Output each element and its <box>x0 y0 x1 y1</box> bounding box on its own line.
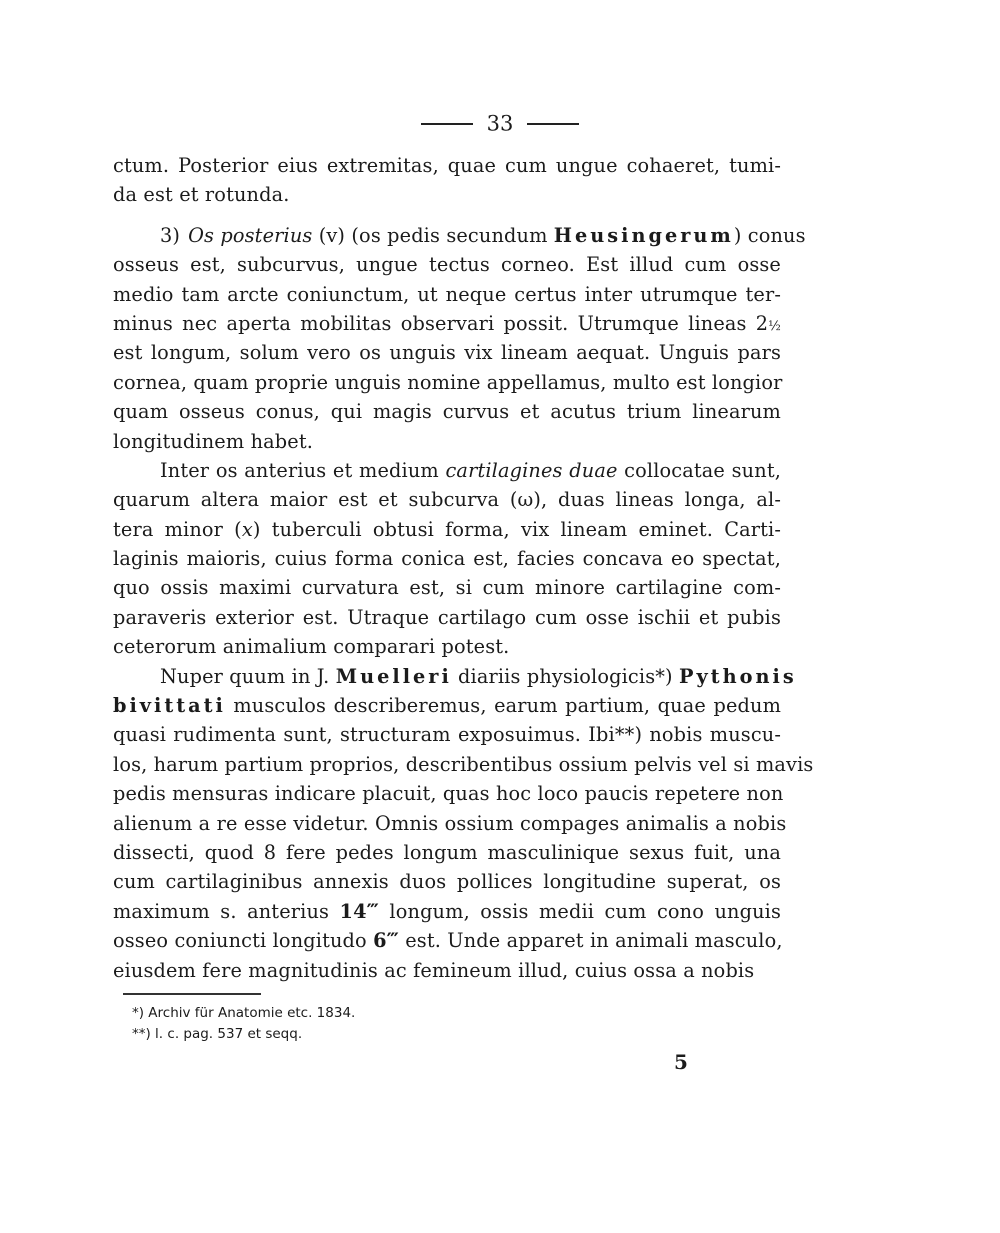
text-line: quarum altera maior est et subcurva (ω), duas lineas longa, al- <box>113 488 781 512</box>
text-run: minus nec aperta mobilitas observari possit. Utrumque lineas 2 <box>113 311 769 335</box>
bold-measure-run: 14‴ <box>339 899 379 923</box>
page-number: 33 <box>486 111 514 136</box>
fraction-run: ½ <box>768 318 781 334</box>
text-line <box>113 662 797 691</box>
text-line <box>113 691 781 720</box>
text-line: dissecti, quod 8 fere pedes longum masculinique sexus fuit, una <box>113 840 781 864</box>
signature-mark: 5 <box>674 1050 688 1074</box>
text-line: cum cartilaginibus annexis duos pollices longitudine superat, os <box>113 870 781 894</box>
text-line: da est et rotunda. <box>113 183 290 207</box>
italic-run: x <box>241 517 253 541</box>
text-run: diariis physiologicis*) <box>451 664 679 688</box>
text-line: est longum, solum vero os unguis vix lineam aequat. Unguis pars <box>113 341 781 365</box>
text-line <box>113 926 781 955</box>
text-line: alienum a re esse videtur. Omnis ossium compages animalis a nobis <box>113 811 787 835</box>
text-line: pedis mensuras indicare placuit, quas hoc loco paucis repetere non <box>113 782 784 806</box>
footnote: *) Archiv für Anatomie etc. 1834. <box>132 1005 356 1021</box>
page-header <box>0 108 1000 138</box>
header-rule-left <box>421 123 473 125</box>
header-rule-right <box>527 123 579 125</box>
text-line: laginis maioris, cuius forma conica est, facies concava eo spectat, <box>113 547 781 571</box>
text-run: Nuper quum in J. <box>160 664 336 688</box>
text-line: quam osseus conus, qui magis curvus et acutus trium linearum <box>113 400 781 424</box>
text-run: maximum s. anterius <box>113 899 340 923</box>
text-run: Inter os anterius et medium <box>160 458 446 482</box>
text-line: ctum. Posterior eius extremitas, quae cum ungue cohaeret, tumi- <box>113 154 781 177</box>
paragraph <box>113 151 781 210</box>
paragraph-number: 3) <box>160 223 181 247</box>
text-line <box>113 221 806 250</box>
footnotes <box>132 1003 355 1045</box>
text-run: longum, ossis medii cum cono unguis <box>378 899 782 923</box>
text-line <box>113 515 781 544</box>
italic-run: cartilagines duae <box>445 458 618 482</box>
text-line: osseus est, subcurvus, ungue tectus corneo. Est illud cum osse <box>113 253 781 277</box>
text-line <box>113 897 781 926</box>
spaced-name-run: Pythonis <box>678 664 797 688</box>
text-run: (v) (os pedis secundum <box>312 223 554 247</box>
text-run: musculos describeremus, earum partium, quae pedum <box>225 694 781 718</box>
text-line: quo ossis maximi curvatura est, si cum minore cartilagine com- <box>113 576 781 600</box>
text-line: cornea, quam proprie unguis nomine appellamus, multo est longior <box>113 370 783 394</box>
text-line: paraveris exterior est. Utraque cartilago cum osse ischii et pubis <box>113 605 781 629</box>
text-run: ) tuberculi obtusi forma, vix lineam eminet. Carti- <box>252 517 781 541</box>
footnote-separator <box>123 993 261 995</box>
text-run: est. Unde apparet in animali masculo, <box>398 929 783 953</box>
text-line: los, harum partium proprios, describentibus ossium pelvis vel si mavis <box>113 752 814 776</box>
spaced-name-run: Heusingerum <box>553 223 734 247</box>
paragraph <box>113 456 781 662</box>
text-line <box>113 456 781 485</box>
text-line: longitudinem habet. <box>113 429 314 453</box>
paragraph <box>113 662 814 985</box>
spaced-name-run: Muelleri <box>335 664 452 688</box>
paragraph-gap <box>113 210 781 221</box>
italic-run: Os posterius <box>188 223 313 247</box>
body-text <box>113 151 814 985</box>
text-run: collocatae sunt, <box>617 458 781 482</box>
text-line: medio tam arcte coniunctum, ut neque certus inter utrumque ter- <box>113 282 781 306</box>
text-run: osseo coniuncti longitudo <box>113 929 374 953</box>
text-run: tera minor ( <box>113 517 242 541</box>
spaced-name-run: bivittati <box>113 694 226 718</box>
text-line: eiusdem fere magnitudinis ac femineum illud, cuius ossa a nobis <box>113 958 755 982</box>
paragraph <box>113 221 806 456</box>
text-run: ) conus <box>733 223 806 247</box>
text-line: quasi rudimenta sunt, structuram exposuimus. Ibi**) nobis muscu- <box>113 723 781 747</box>
text-line <box>113 309 781 338</box>
footnote: **) l. c. pag. 537 et seqq. <box>132 1026 303 1042</box>
text-line: ceterorum animalium comparari potest. <box>113 635 510 659</box>
bold-measure-run: 6‴ <box>373 929 399 953</box>
